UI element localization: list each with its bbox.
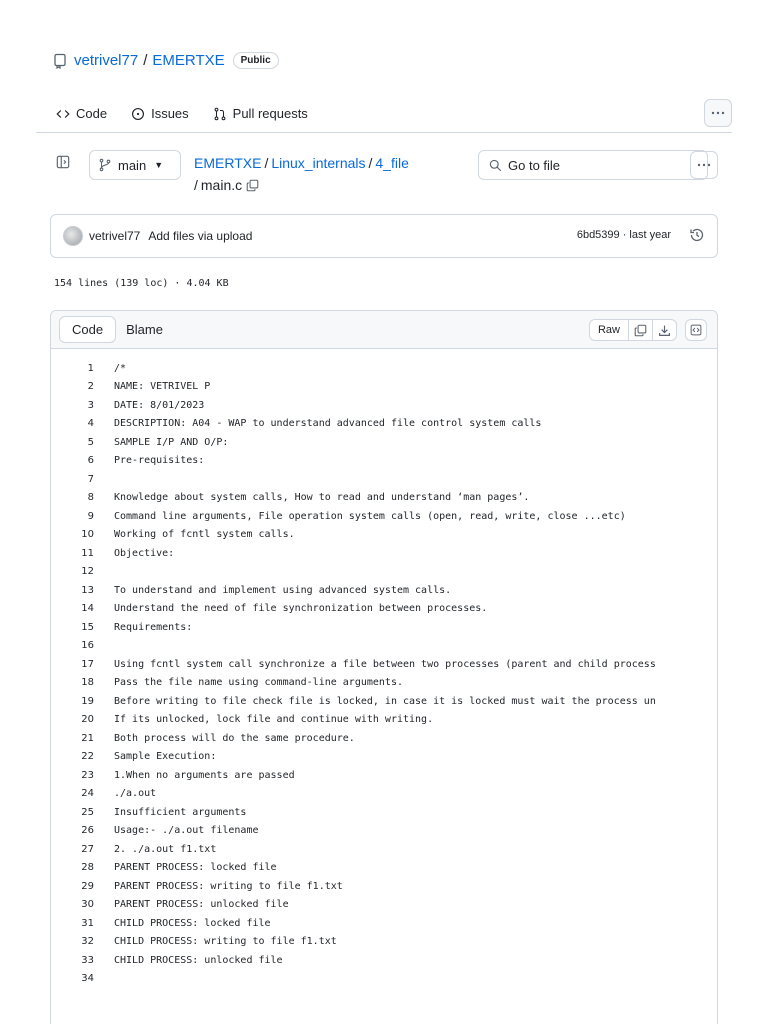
line-number[interactable]: 21 (81, 732, 94, 744)
copy-path-icon[interactable] (246, 179, 259, 192)
line-content: 1.When no arguments are passed (114, 769, 295, 781)
line-content: DATE: 8/01/2023 (114, 399, 205, 411)
code-line (51, 359, 717, 378)
line-number[interactable]: 29 (81, 880, 94, 892)
line-number[interactable]: 26 (81, 825, 94, 837)
line-number[interactable]: 31 (81, 917, 94, 929)
repo-header (52, 52, 279, 69)
code-line (51, 711, 717, 730)
code-line (51, 896, 717, 915)
line-content: Using fcntl system call synchronize a file between two processes (parent and child process (114, 658, 656, 670)
line-content: Objective: (114, 547, 175, 559)
code-line (51, 470, 717, 489)
search-icon (489, 159, 502, 172)
code-toolbar (51, 311, 717, 349)
line-content: Understand the need of file synchronization between processes. (114, 603, 488, 615)
go-to-file-input[interactable] (478, 150, 708, 180)
pull-request-icon (213, 107, 227, 121)
line-number[interactable]: 2 (87, 381, 94, 393)
copy-raw-button[interactable] (629, 319, 653, 341)
file-stats: 154 lines (139 loc) · 4.04 KB (54, 278, 229, 289)
line-content: Requirements: (114, 621, 193, 633)
line-number[interactable]: 33 (81, 954, 94, 966)
line-number[interactable]: 32 (81, 936, 94, 948)
line-content: NAME: VETRIVEL P (114, 381, 211, 393)
sidebar-toggle-button[interactable] (52, 151, 74, 173)
line-content: Command line arguments, File operation system calls (open, read, write, close ...etc) (114, 510, 626, 522)
code-line (51, 489, 717, 508)
code-line (51, 970, 717, 989)
line-content: CHILD PROCESS: writing to file f1.txt (114, 936, 337, 948)
issue-icon (131, 107, 145, 121)
code-line (51, 581, 717, 600)
line-number[interactable]: 6 (87, 455, 94, 467)
sidebar-expand-icon (56, 155, 70, 169)
code-line (51, 433, 717, 452)
visibility-badge: Public (233, 52, 279, 69)
line-content: CHILD PROCESS: unlocked file (114, 954, 283, 966)
line-number[interactable]: 23 (81, 769, 94, 781)
line-number[interactable]: 5 (87, 436, 94, 448)
line-number[interactable]: 18 (81, 677, 94, 689)
line-content: /* (114, 362, 127, 374)
line-content: Pre-requisites: (114, 455, 205, 467)
line-content: PARENT PROCESS: writing to file f1.txt (114, 880, 343, 892)
code-line (51, 415, 717, 434)
tab-pull-requests-label: Pull requests (232, 106, 308, 121)
commit-message[interactable]: Add files via upload (148, 229, 253, 243)
line-number[interactable]: 30 (81, 899, 94, 911)
line-number[interactable]: 19 (81, 695, 94, 707)
line-content: Both process will do the same procedure. (114, 732, 355, 744)
go-to-file-placeholder: Go to file (508, 157, 561, 173)
line-number[interactable]: 14 (81, 603, 94, 615)
line-number[interactable]: 1 (87, 362, 94, 374)
breadcrumb-repo-link[interactable]: EMERTXE (194, 155, 262, 171)
line-content: Pass the file name using command-line arguments. (114, 677, 403, 689)
line-number[interactable]: 25 (81, 806, 94, 818)
code-line (51, 951, 717, 970)
avatar[interactable] (63, 226, 83, 246)
breadcrumb-folder-link[interactable]: Linux_internals (271, 155, 366, 171)
repo-name-link[interactable]: EMERTXE (152, 52, 225, 69)
blame-tab[interactable]: Blame (126, 322, 163, 337)
code-line (51, 803, 717, 822)
line-content: Knowledge about system calls, How to read and understand ‘man pages’. (114, 492, 530, 504)
nav-more-button[interactable] (704, 99, 732, 127)
branch-select-button[interactable] (89, 150, 181, 180)
download-icon (658, 324, 671, 337)
latest-commit-box (50, 214, 718, 258)
code-line (51, 877, 717, 896)
line-number[interactable]: 24 (81, 788, 94, 800)
kebab-horizontal-icon (711, 111, 725, 115)
code-line (51, 618, 717, 637)
git-branch-icon (98, 158, 112, 172)
code-body (51, 349, 717, 988)
code-tab[interactable]: Code (59, 316, 116, 343)
line-content: ./a.out (114, 788, 157, 800)
line-content: Working of fcntl system calls. (114, 529, 295, 541)
line-number[interactable]: 7 (87, 473, 94, 485)
line-number[interactable]: 9 (87, 510, 94, 522)
code-line (51, 655, 717, 674)
line-number[interactable]: 17 (81, 658, 94, 670)
breadcrumb (194, 152, 464, 196)
kebab-horizontal-icon (697, 163, 711, 167)
code-line (51, 526, 717, 545)
code-line (51, 766, 717, 785)
line-number[interactable]: 4 (87, 418, 94, 430)
breadcrumb-separator: / (194, 177, 198, 193)
line-content: SAMPLE I/P AND O/P: (114, 436, 229, 448)
line-content: Insufficient arguments (114, 806, 247, 818)
line-number[interactable]: 28 (81, 862, 94, 874)
line-number[interactable]: 16 (81, 640, 94, 652)
tab-issues[interactable] (131, 106, 189, 121)
line-content: CHILD PROCESS: locked file (114, 917, 271, 929)
line-number[interactable]: 11 (81, 547, 94, 559)
code-line (51, 396, 717, 415)
code-line (51, 378, 717, 397)
code-line (51, 563, 717, 582)
line-content: 2. ./a.out f1.txt (114, 843, 217, 855)
code-line (51, 748, 717, 767)
file-more-button[interactable] (690, 151, 718, 179)
repo-separator: / (143, 52, 148, 69)
breadcrumb-current-file (194, 174, 259, 196)
line-number[interactable]: 8 (87, 492, 94, 504)
code-line (51, 914, 717, 933)
code-square-icon (690, 324, 702, 336)
history-icon[interactable] (689, 227, 705, 243)
breadcrumb-separator: / (264, 155, 269, 171)
breadcrumb-subfolder-link[interactable]: 4_file (375, 155, 409, 171)
line-content: Sample Execution: (114, 751, 217, 763)
line-content: If its unlocked, lock file and continue with writing. (114, 714, 434, 726)
code-line (51, 507, 717, 526)
code-icon (56, 107, 70, 121)
code-line (51, 692, 717, 711)
code-line (51, 637, 717, 656)
line-content: Before writing to file check file is locked, in case it is locked must wait the process un (114, 695, 656, 707)
file-name: main.c (200, 177, 243, 193)
breadcrumb-separator: / (368, 155, 373, 171)
tab-issues-label: Issues (151, 106, 189, 121)
raw-button[interactable]: Raw (589, 319, 629, 341)
copy-icon (634, 324, 647, 337)
code-line (51, 544, 717, 563)
line-content: To understand and implement using advanced system calls. (114, 584, 452, 596)
code-line (51, 859, 717, 878)
line-content: PARENT PROCESS: locked file (114, 862, 277, 874)
code-viewer (50, 310, 718, 1024)
code-line (51, 600, 717, 619)
code-line (51, 933, 717, 952)
chevron-down-icon: ▼ (154, 160, 164, 170)
file-header (52, 150, 718, 200)
tab-code-label: Code (76, 106, 108, 121)
line-number[interactable]: 34 (81, 973, 94, 985)
repo-icon (52, 53, 68, 69)
line-number[interactable]: 22 (81, 751, 94, 763)
line-number[interactable]: 3 (87, 399, 94, 411)
repo-owner-link[interactable]: vetrivel77 (74, 52, 139, 69)
line-content: PARENT PROCESS: unlocked file (114, 899, 289, 911)
line-number[interactable]: 12 (81, 566, 94, 578)
symbols-button[interactable] (685, 319, 707, 341)
line-content: Usage:- ./a.out filename (114, 825, 259, 837)
code-line (51, 452, 717, 471)
branch-name: main (118, 157, 147, 173)
tab-pull-requests[interactable] (213, 106, 308, 121)
tab-code[interactable] (56, 106, 107, 121)
line-number[interactable]: 27 (81, 843, 94, 855)
line-number[interactable]: 13 (81, 584, 94, 596)
line-number[interactable]: 10 (81, 529, 94, 541)
code-line (51, 729, 717, 748)
line-number[interactable]: 15 (81, 621, 94, 633)
commit-meta[interactable]: 6bd5399 · last year (576, 229, 671, 241)
line-content: DESCRIPTION: A04 - WAP to understand advanced file control system calls (114, 418, 542, 430)
code-line (51, 822, 717, 841)
code-line (51, 785, 717, 804)
download-button[interactable] (653, 319, 677, 341)
repo-nav (36, 95, 732, 133)
line-number[interactable]: 20 (81, 714, 94, 726)
code-line (51, 674, 717, 693)
commit-author-link[interactable]: vetrivel77 (89, 229, 141, 243)
code-line (51, 840, 717, 859)
